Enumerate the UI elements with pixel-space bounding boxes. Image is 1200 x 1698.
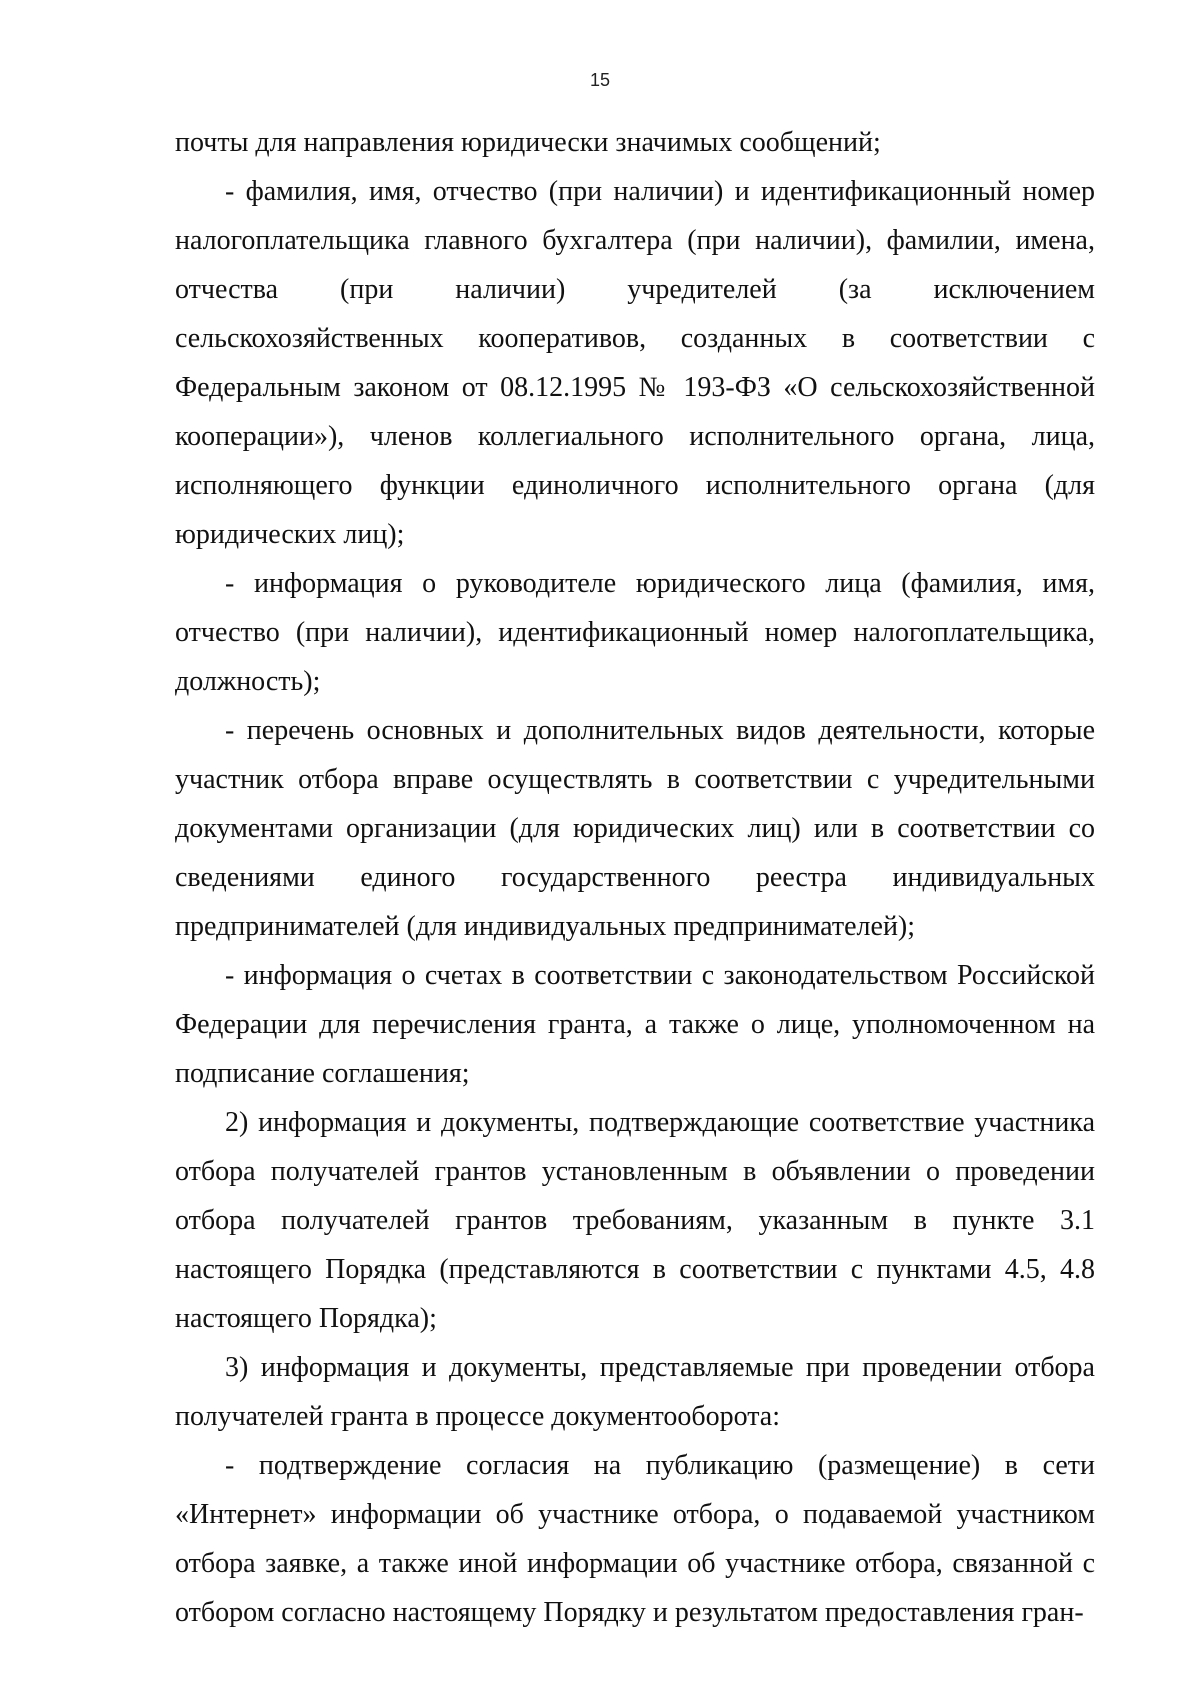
- paragraph: - перечень основных и дополнительных видов деятельности, которые участник отбора вправе осуществлять в соответствии с учредительными документами организации (для юридических лиц) или в соответствии со сведениями единого государственного реестра индивидуальных предпринимателей (для индивидуальных предпринимателей);: [175, 715, 1095, 942]
- paragraph: - информация о руководителе юридического лица (фамилия, имя, отчество (при наличии), идентификационный номер налогоплательщика, должность);: [175, 568, 1095, 697]
- paragraph: почты для направления юридически значимых сообщений;: [175, 127, 881, 158]
- paragraph: 3) информация и документы, представляемые при проведении отбора получателей гранта в процессе документооборота:: [175, 1352, 1095, 1432]
- paragraph: - подтверждение согласия на публикацию (размещение) в сети «Интернет» информации об участнике отбора, о подаваемой участником отбора заявке, а также иной информации об участнике отбора, связанной с отбором согласно настоящему Порядку и результатом предоставления гран-: [175, 1450, 1095, 1628]
- paragraph: - информация о счетах в соответствии с законодательством Российской Федерации для перечисления гранта, а также о лице, уполномоченном на подписание соглашения;: [175, 960, 1095, 1089]
- document-body: [175, 118, 1095, 1637]
- page-number: 15: [589, 70, 611, 90]
- paragraph: 2) информация и документы, подтверждающие соответствие участника отбора получателей грантов установленным в объявлении о проведении отбора получателей грантов требованиям, указанным в пункте 3.1 настоящего Порядка (представляются в соответствии с пунктами 4.5, 4.8 настоящего Порядка);: [175, 1107, 1095, 1334]
- paragraph: - фамилия, имя, отчество (при наличии) и идентификационный номер налогоплательщика главного бухгалтера (при наличии), фамилии, имена, отчества (при наличии) учредителей (за исключением сельскохозяйственных кооперативов, созданных в соответствии с Федеральным законом от 08.12.1995 № 193-ФЗ «О сельскохозяйственной кооперации»), членов коллегиального исполнительного органа, лица, исполняющего функции единоличного исполнительного органа (для юридических лиц);: [175, 176, 1095, 550]
